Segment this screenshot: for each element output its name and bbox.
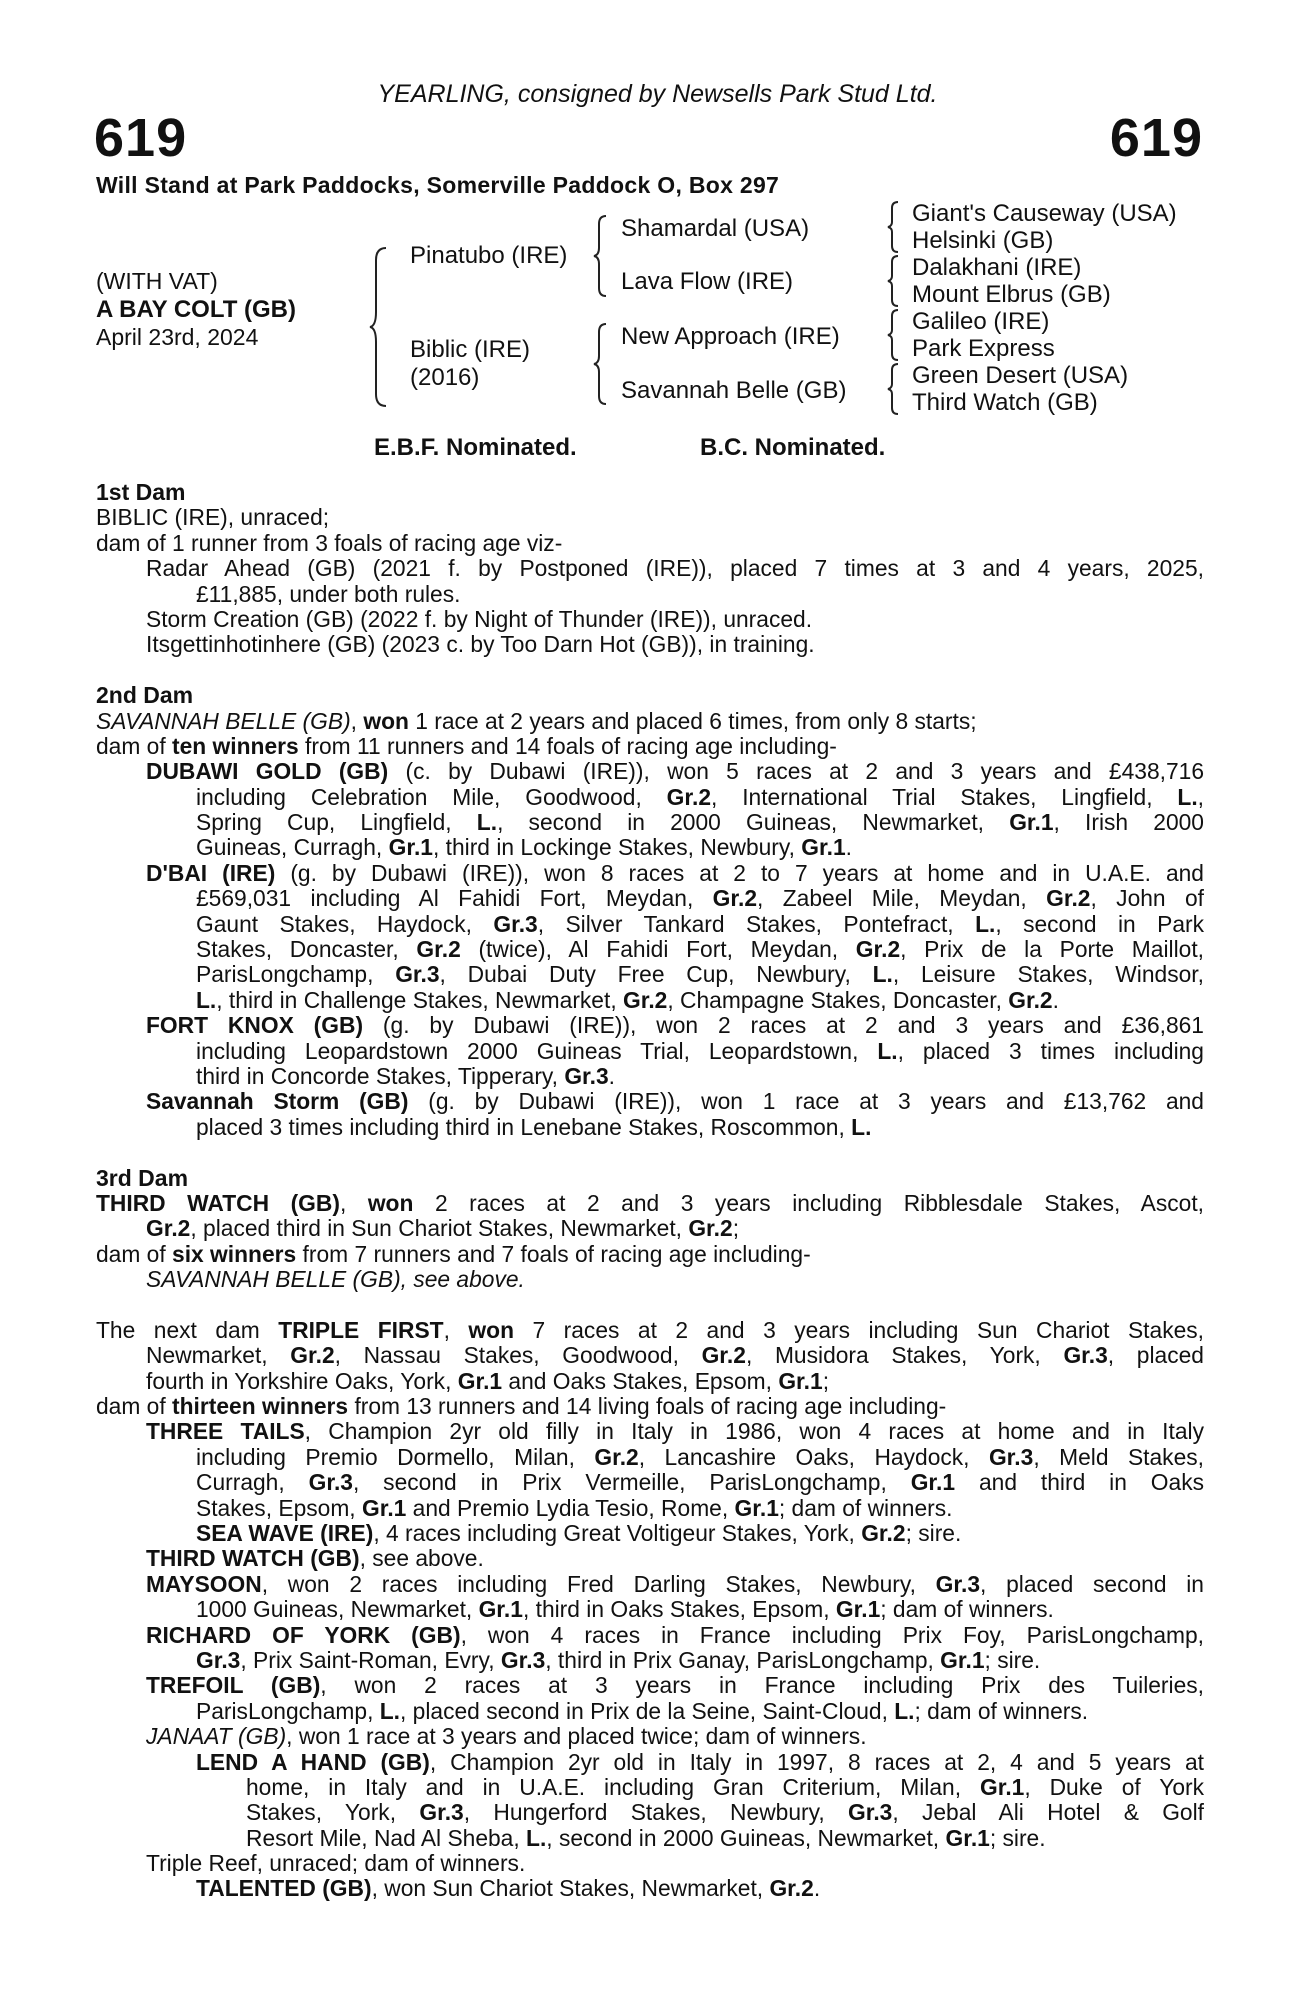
third-dam-heading: 3rd Dam — [96, 1164, 189, 1191]
bc-nominated: B.C. Nominated. — [700, 434, 886, 461]
produce-radar-ahead-cont: £11,885, under both rules. — [196, 580, 461, 607]
produce-triple-reef: Triple Reef, unraced; dam of winners. — [146, 1850, 526, 1877]
produce-sea-wave: SEA WAVE (IRE), 4 races including Great Voltigeur Stakes, York, Gr.2; sire. — [196, 1520, 962, 1547]
sire-sire: Shamardal (USA) — [621, 215, 810, 242]
produce-trefoil: TREFOIL (GB), won 2 races at 3 years in France including Prix des Tuileries, ParisLongchamp, L., placed second in Prix de la Seine, Saint-Cloud, L.; dam of winners. — [146, 1672, 1205, 1724]
produce-dbai: D'BAI (IRE) (g. by Dubawi (IRE)), won 8 races at 2 to 7 years at home and in U.A.E. and £569,031 including Al Fahidi Fort, Meydan, Gr.2, Zabeel Mile, Meydan, Gr.2, John of Gaunt Stakes, Haydock, Gr.3, Silver Tankard Stakes, Pontefract, L., second in Park Stakes, Doncaster, Gr.2 (twice), Al Fahidi Fort, Meydan, Gr.2, Prix de la Porte Maillot, ParisLongchamp, Gr.3, Dubai Duty Free Cup, Newbury, L., Leisure Stakes, Windsor, L., third in Challenge Stakes, Newmarket, Gr.2, Champagne Stakes, Doncaster, Gr.2. — [146, 859, 1205, 1013]
gg-8: Third Watch (GB) — [912, 389, 1098, 416]
dam-brace — [592, 322, 610, 406]
next-dam-entry: The next dam TRIPLE FIRST, won 7 races at 2 and 3 years including Sun Chariot Stakes, Newmarket, Gr.2, Nassau Stakes, Goodwood, Gr.2, Musidora Stakes, York, Gr.3, placed fourth in Yorkshire Oaks, York, Gr.1 and Oaks Stakes, Epsom, Gr.1; dam of thirteen winners from 13 runners and 14 living foals of racing age including- — [96, 1316, 1205, 1420]
lot-number-right: 619 — [1109, 108, 1203, 168]
second-dam-heading: 2nd Dam — [96, 682, 194, 709]
produce-janaat: JANAAT (GB), won 1 race at 3 years and placed twice; dam of winners. — [146, 1723, 867, 1750]
horse-name: A BAY COLT (GB) — [96, 296, 297, 323]
first-dam-heading: 1st Dam — [96, 479, 186, 505]
gg-2: Helsinki (GB) — [912, 227, 1054, 254]
second-dam-produce: dam of ten winners from 11 runners and 14 foals of racing age including- — [96, 732, 837, 759]
produce-three-tails: THREE TAILS, Champion 2yr old filly in Italy in 1986, won 4 races at home and in Italy including Premio Dormello, Milan, Gr.2, Lancashire Oaks, Haydock, Gr.3, Meld Stakes, Curragh, Gr.3, second in Prix Vermeille, ParisLongchamp, Gr.1 and third in Oaks Stakes, Epsom, Gr.1 and Premio Lydia Tesio, Rome, Gr.1; dam of winners. — [146, 1418, 1204, 1521]
stand-location: Will Stand at Park Paddocks, Somerville Paddock O, Box 297 — [96, 172, 780, 198]
gg-6: Park Express — [912, 335, 1055, 362]
gg-brace-2 — [886, 254, 902, 308]
produce-fort-knox: FORT KNOX (GB) (g. by Dubawi (IRE)), won 2 races at 2 and 3 years and £36,861 including Leopardstown 2000 Guineas Trial, Leopardstown, L., placed 3 times including third in Concorde Stakes, Tipperary, Gr.3. — [146, 1012, 1204, 1089]
produce-savannah-storm: Savannah Storm (GB) (g. by Dubawi (IRE)), won 1 race at 3 years and £13,762 and placed 3 times including third in Lenebane Stakes, Roscommon, L. — [146, 1088, 1204, 1140]
gg-brace-1 — [886, 200, 902, 254]
first-dam-produce: dam of 1 runner from 3 foals of racing age viz- — [96, 529, 563, 556]
dam-year: (2016) — [410, 364, 480, 391]
ebf-nominated: E.B.F. Nominated. — [374, 434, 577, 461]
catalogue-body — [96, 480, 1204, 1902]
first-dam-line: BIBLIC (IRE), unraced; — [96, 504, 330, 531]
produce-storm-creation: Storm Creation (GB) (2022 f. by Night of Thunder (IRE)), unraced. — [146, 605, 813, 632]
second-dam-line: SAVANNAH BELLE (GB), won 1 race at 2 years and placed 6 times, from only 8 starts; — [96, 707, 977, 734]
produce-radar-ahead: Radar Ahead (GB) (2021 f. by Postponed (IRE)), placed 7 times at 3 and 4 years, 2025, — [146, 555, 1204, 582]
produce-dubawi-gold: DUBAWI GOLD (GB) (c. by Dubawi (IRE)), won 5 races at 2 and 3 years and £438,716 including Celebration Mile, Goodwood, Gr.2, International Trial Stakes, Lingfield, L., Spring Cup, Lingfield, L., second in 2000 Guineas, Newmarket, Gr.1, Irish 2000 Guineas, Curragh, Gr.1, third in Lockinge Stakes, Newbury, Gr.1. — [146, 758, 1204, 861]
produce-third-watch: THIRD WATCH (GB), see above. — [146, 1545, 484, 1572]
gg-7: Green Desert (USA) — [912, 362, 1129, 389]
pedigree-brace-main — [368, 246, 390, 408]
vat-note: (WITH VAT) — [96, 268, 218, 294]
lot-number-left: 619 — [94, 108, 188, 168]
dam-name: Biblic (IRE) — [410, 336, 531, 363]
sire-brace — [592, 214, 610, 298]
produce-lend-a-hand: LEND A HAND (GB), Champion 2yr old in Italy in 1997, 8 races at 2, 4 and 5 years at home, in Italy and in U.A.E. including Gran Criterium, Milan, Gr.1, Duke of York Stakes, York, Gr.3, Hungerford Stakes, Newbury, Gr.3, Jebal Ali Hotel & Golf Resort Mile, Nad Al Sheba, L., second in 2000 Guineas, Newmarket, Gr.1; sire. — [196, 1748, 1205, 1851]
produce-itsgettinhotinhere: Itsgettinhotinhere (GB) (2023 c. by Too Darn Hot (GB)), in training. — [146, 631, 815, 658]
gg-brace-4 — [886, 362, 902, 416]
gg-brace-3 — [886, 308, 902, 362]
sire-dam: Lava Flow (IRE) — [621, 268, 794, 295]
consignment-line: YEARLING, consigned by Newsells Park Stud Ltd. — [377, 80, 938, 108]
gg-3: Dalakhani (IRE) — [912, 254, 1082, 281]
foaling-date: April 23rd, 2024 — [96, 324, 259, 350]
dam-sire: New Approach (IRE) — [621, 323, 840, 350]
gg-4: Mount Elbrus (GB) — [912, 281, 1111, 308]
produce-talented: TALENTED (GB), won Sun Chariot Stakes, Newmarket, Gr.2. — [196, 1875, 821, 1902]
produce-maysoon: MAYSOON, won 2 races including Fred Darling Stakes, Newbury, Gr.3, placed second in 1000 Guineas, Newmarket, Gr.1, third in Oaks Stakes, Epsom, Gr.1; dam of winners. — [146, 1570, 1204, 1623]
third-dam-entry: THIRD WATCH (GB), won 2 races at 2 and 3 years including Ribblesdale Stakes, Ascot, Gr.2, placed third in Sun Chariot Stakes, Newmarket, Gr.2; dam of six winners from 7 runners and 7 foals of racing age including- SAVANNAH BELLE (GB), see above. — [96, 1189, 1204, 1293]
sire-name: Pinatubo (IRE) — [410, 242, 568, 269]
gg-5: Galileo (IRE) — [912, 308, 1050, 335]
gg-1: Giant's Causeway (USA) — [912, 200, 1177, 227]
produce-richard-of-york: RICHARD OF YORK (GB), won 4 races in France including Prix Foy, ParisLongchamp, Gr.3, Prix Saint-Roman, Evry, Gr.3, third in Prix Ganay, ParisLongchamp, Gr.1; sire. — [146, 1621, 1204, 1673]
dam-dam: Savannah Belle (GB) — [621, 377, 847, 404]
